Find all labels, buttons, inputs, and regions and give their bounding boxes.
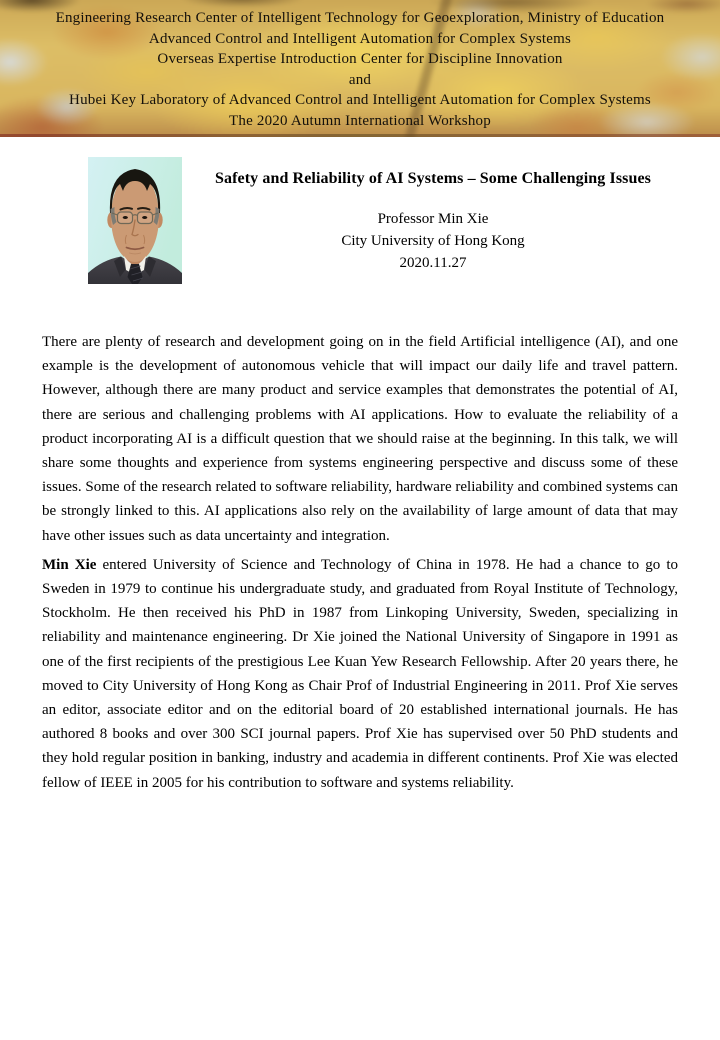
abstract-paragraph: There are plenty of research and development going on in the field Artificial intelligence (AI), and one example is the development of autonomous vehicle that will impact our daily life and travel pattern. However, although there are many product and service examples that demonstrates the potential of AI, there are serious and challenging problems with AI applications. How to evaluate the reliability of a product incorporating AI is a difficult question that we should raise at the beginning. In this talk, we will share some thoughts and experience from systems engineering perspective and discuss some of these issues. Some of the research related to software reliability, hardware reliability and combined systems can be strongly linked to this. AI applications also rely on the availability of large amount of data that may have other issues such as data uncertainty and integration. (42, 334, 678, 544)
flyer-body (42, 330, 678, 795)
speaker-block (182, 208, 684, 274)
talk-info (182, 157, 684, 274)
banner-line-2: Advanced Control and Intelligent Automation for Complex Systems (148, 30, 572, 47)
talk-header (88, 157, 720, 284)
talk-title: Safety and Reliability of AI Systems – Some Challenging Issues (214, 170, 652, 187)
banner-line-and: and (348, 71, 372, 88)
speaker-affiliation: City University of Hong Kong (341, 233, 525, 249)
bio-text: entered University of Science and Technology of China in 1978. He had a chance to go to Sweden in 1979 to continue his undergraduate study, and graduated from Royal Institute of Technology, Stockholm. He then received his PhD in 1987 from Linkoping University, Sweden, specializing in reliability and maintenance engineering. Dr Xie joined the National University of Singapore in 1991 as one of the first recipients of the prestigious Lee Kuan Yew Research Fellowship. After 20 years there, he moved to City University of Hong Kong as Chair Prof of Industrial Engineering in 2011. Prof Xie serves an editor, associate editor and on the editorial board of 20 established international journals. He has authored 8 books and over 300 SCI journal papers. Prof Xie has supervised over 50 PhD students and they hold regular position in banking, industry and academia in different continents. Prof Xie was elected fellow of IEEE in 2005 for his contribution to software and systems reliability. (42, 556, 678, 791)
speaker-photo (88, 157, 182, 284)
banner-line-5: The 2020 Autumn International Workshop (229, 112, 491, 129)
talk-date: 2020.11.27 (399, 255, 467, 271)
bio-lead-name: Min Xie (42, 556, 97, 573)
banner-line-3: Overseas Expertise Introduction Center for Discipline Innovation (157, 51, 563, 68)
speaker-name: Professor Min Xie (377, 211, 489, 227)
banner-line-4: Hubei Key Laboratory of Advanced Control and Intelligent Automation for Complex Systems (69, 92, 651, 109)
banner-text (0, 0, 720, 132)
bio-paragraph (42, 553, 678, 795)
banner (0, 0, 720, 137)
banner-line-1: Engineering Research Center of Intelligent Technology for Geoexploration, Ministry of Education (55, 10, 665, 26)
